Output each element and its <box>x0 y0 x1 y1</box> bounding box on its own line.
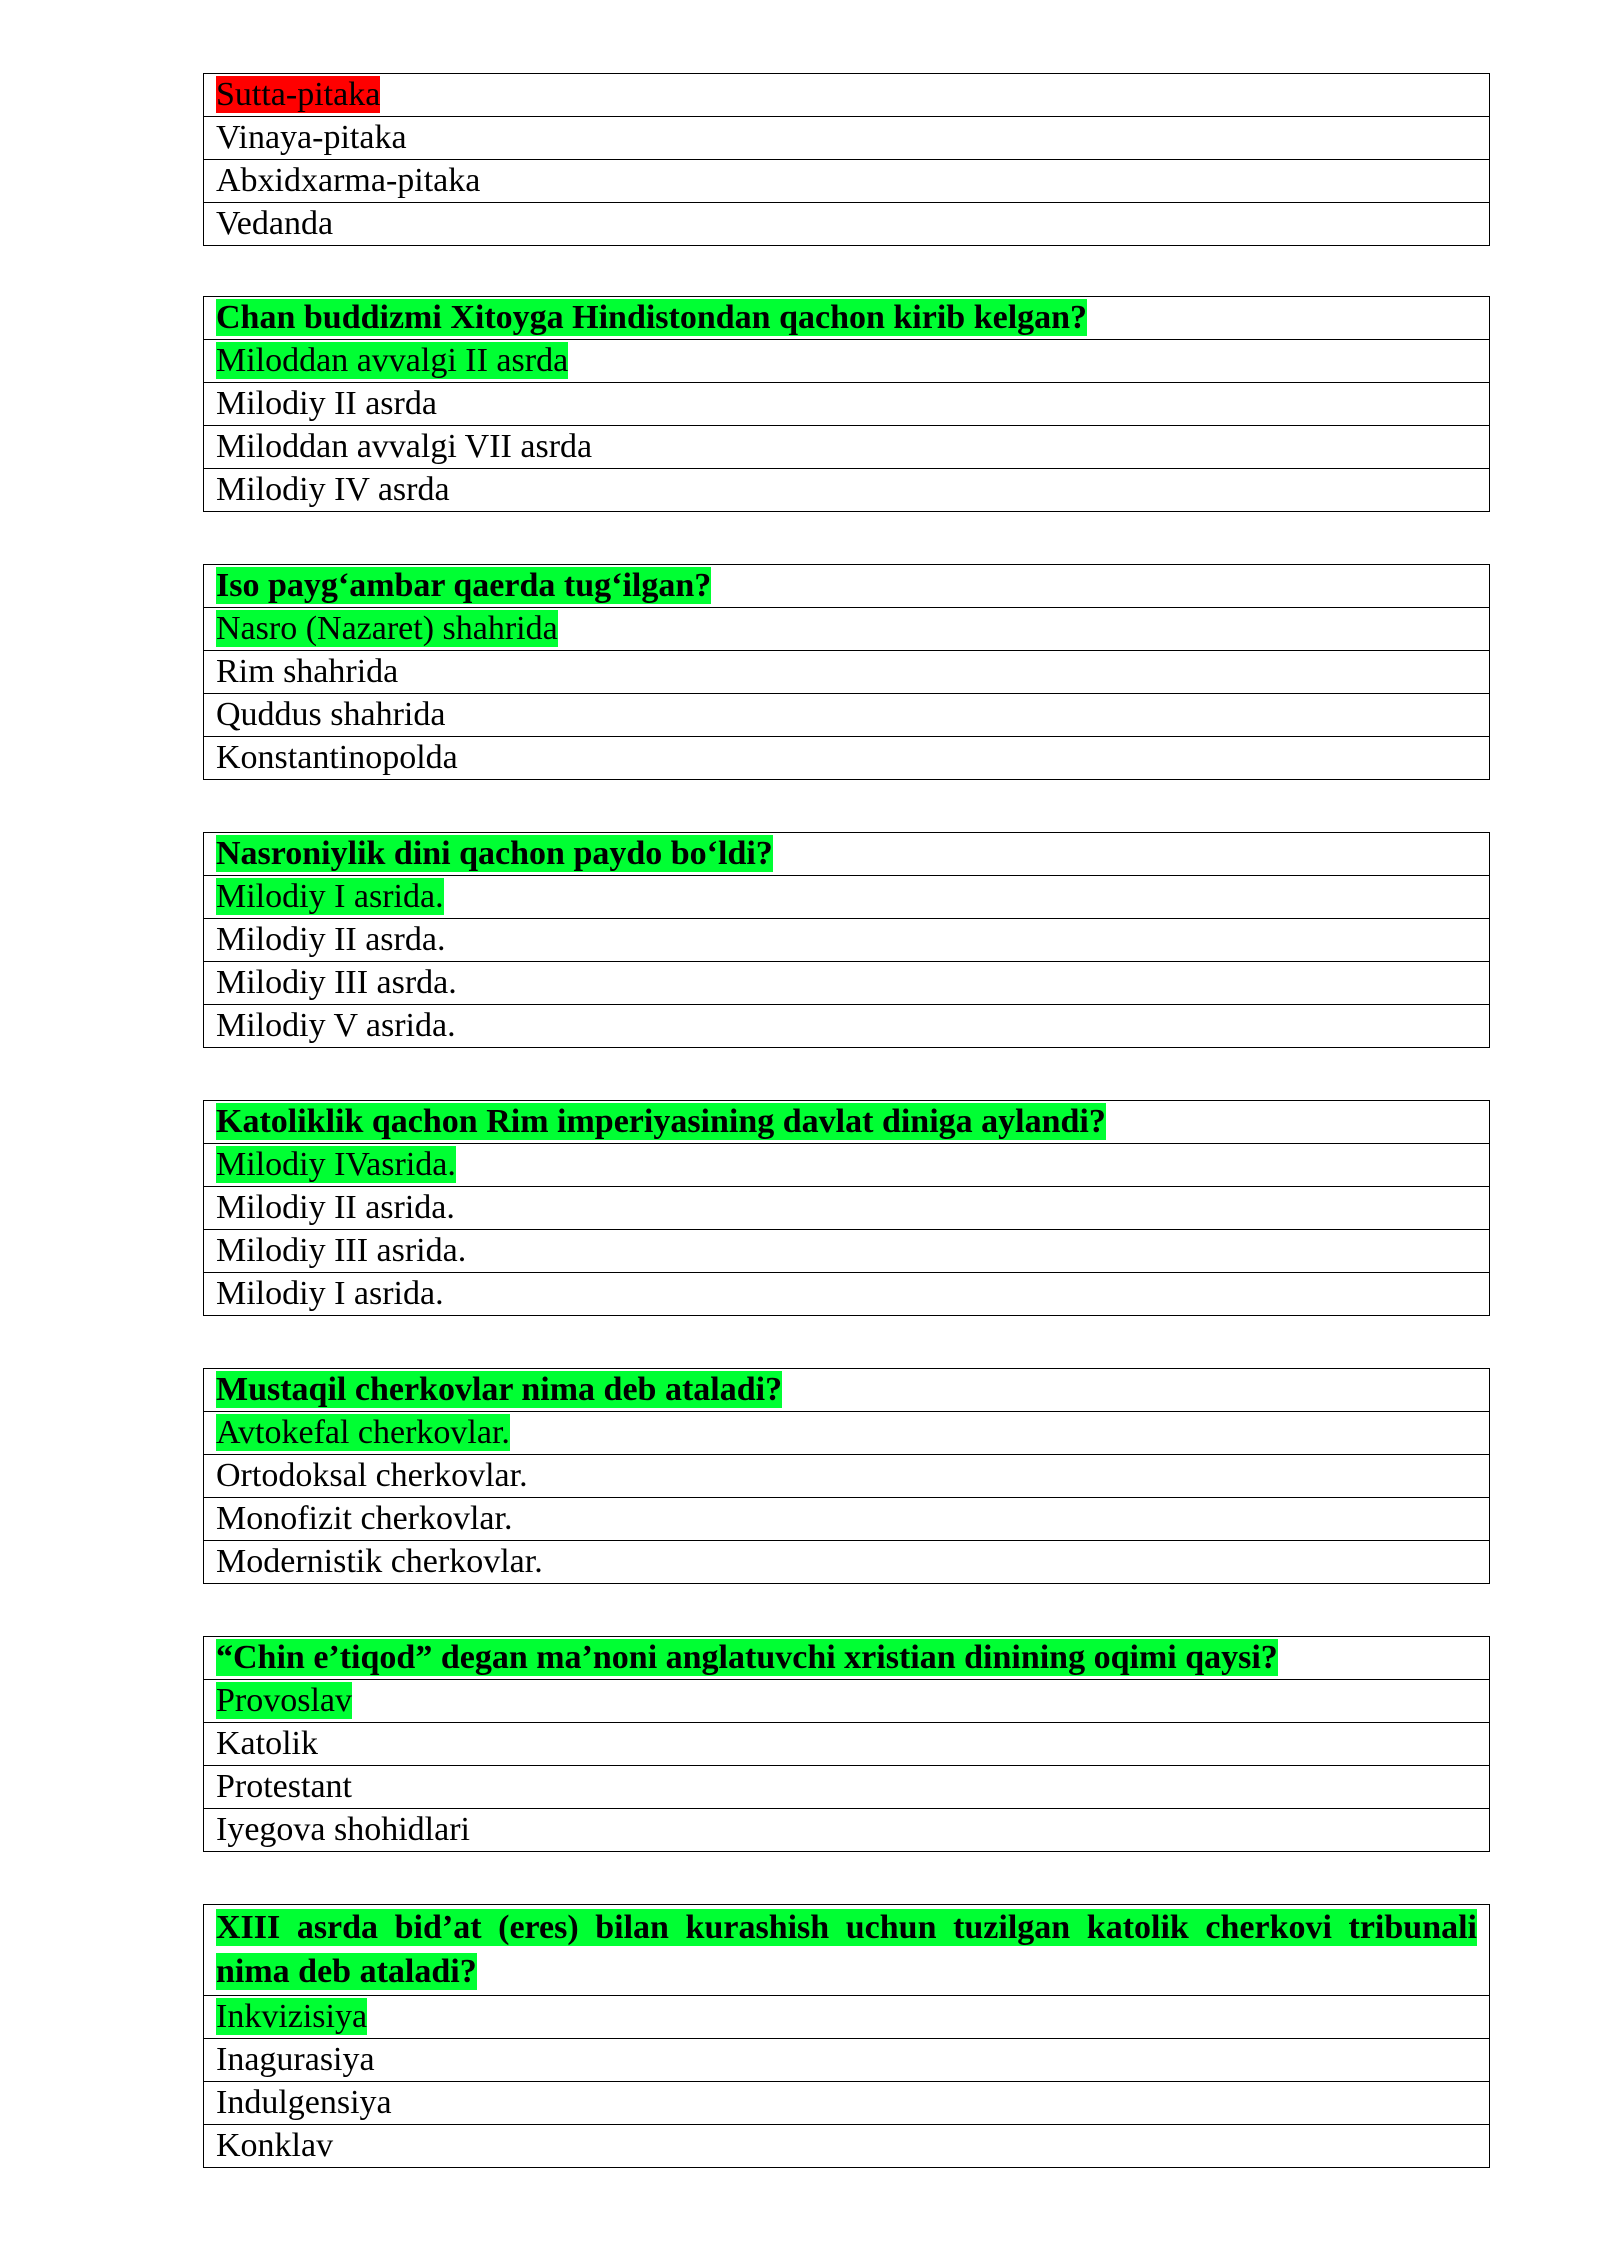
answer-cell: Modernistik cherkovlar. <box>204 1541 1490 1584</box>
answer-cell: Katolik <box>204 1723 1490 1766</box>
answer-row <box>204 1809 1490 1852</box>
answer-cell: Vedanda <box>204 203 1490 246</box>
answer-cell: Milodiy I asrida. <box>204 1273 1490 1316</box>
answer-row <box>204 1766 1490 1809</box>
marked-answer: Sutta-pitaka <box>216 76 381 113</box>
answer-row <box>204 469 1490 512</box>
answer-cell: Indulgensiya <box>204 2082 1490 2125</box>
question-table-3 <box>203 832 1490 1048</box>
answer-cell <box>204 1680 1490 1723</box>
question-row <box>204 1637 1490 1680</box>
question-row <box>204 1905 1490 1996</box>
answer-cell: Milodiy V asrida. <box>204 1005 1490 1048</box>
question-text: Katoliklik qachon Rim imperiyasining davlat diniga aylandi? <box>216 1103 1106 1140</box>
answer-cell: Vinaya-pitaka <box>204 117 1490 160</box>
correct-answer: Provoslav <box>216 1682 352 1719</box>
answer-row <box>204 1230 1490 1273</box>
answer-cell: Abxidxarma-pitaka <box>204 160 1490 203</box>
answer-table-0 <box>203 73 1490 246</box>
question-table-7 <box>203 1904 1490 2168</box>
question-row <box>204 833 1490 876</box>
answer-cell: Milodiy IV asrda <box>204 469 1490 512</box>
answer-cell <box>204 74 1490 117</box>
answer-row <box>204 1541 1490 1584</box>
correct-answer: Nasro (Nazaret) shahrida <box>216 610 558 647</box>
answer-row <box>204 2039 1490 2082</box>
answer-row <box>204 74 1490 117</box>
answer-row <box>204 1273 1490 1316</box>
question-row <box>204 1369 1490 1412</box>
answer-cell <box>204 1144 1490 1187</box>
answer-row <box>204 1187 1490 1230</box>
correct-answer: Inkvizisiya <box>216 1998 368 2035</box>
answer-cell: Protestant <box>204 1766 1490 1809</box>
answer-cell: Konklav <box>204 2125 1490 2168</box>
question-cell <box>204 1369 1490 1412</box>
answer-cell <box>204 1996 1490 2039</box>
answer-cell: Milodiy II asrida. <box>204 1187 1490 1230</box>
question-table-2 <box>203 564 1490 780</box>
answer-row <box>204 340 1490 383</box>
answer-row <box>204 1723 1490 1766</box>
question-table-6 <box>203 1636 1490 1852</box>
answer-cell <box>204 1412 1490 1455</box>
answer-cell: Milodiy III asrida. <box>204 1230 1490 1273</box>
answer-cell: Inagurasiya <box>204 2039 1490 2082</box>
answer-cell: Miloddan avvalgi VII asrda <box>204 426 1490 469</box>
question-cell <box>204 1101 1490 1144</box>
correct-answer: Milodiy I asrida. <box>216 878 444 915</box>
answer-row <box>204 160 1490 203</box>
answer-row <box>204 1412 1490 1455</box>
question-cell <box>204 1905 1490 1996</box>
answer-row <box>204 694 1490 737</box>
answer-row <box>204 1996 1490 2039</box>
question-text: XIII asrda bid’at (eres) bilan kurashish uchun tuzilgan katolik cherkovi tribunali nima deb ataladi? <box>216 1909 1477 1990</box>
answer-row <box>204 919 1490 962</box>
question-text: Nasroniylik dini qachon paydo bo‘ldi? <box>216 835 773 872</box>
answer-row <box>204 651 1490 694</box>
question-row <box>204 1101 1490 1144</box>
answer-row <box>204 1680 1490 1723</box>
question-text: Mustaqil cherkovlar nima deb ataladi? <box>216 1371 783 1408</box>
answer-cell: Rim shahrida <box>204 651 1490 694</box>
question-text: Iso payg‘ambar qaerda tug‘ilgan? <box>216 567 712 604</box>
answer-cell: Milodiy II asrda. <box>204 919 1490 962</box>
answer-cell <box>204 340 1490 383</box>
answer-cell: Milodiy III asrda. <box>204 962 1490 1005</box>
answer-cell <box>204 876 1490 919</box>
answer-row <box>204 2082 1490 2125</box>
answer-row <box>204 426 1490 469</box>
answer-row <box>204 383 1490 426</box>
answer-row <box>204 1005 1490 1048</box>
answer-row <box>204 2125 1490 2168</box>
question-row <box>204 565 1490 608</box>
answer-row <box>204 1498 1490 1541</box>
correct-answer: Avtokefal cherkovlar. <box>216 1414 510 1451</box>
answer-row <box>204 876 1490 919</box>
answer-cell: Ortodoksal cherkovlar. <box>204 1455 1490 1498</box>
question-table-5 <box>203 1368 1490 1584</box>
question-table-1 <box>203 296 1490 512</box>
answer-row <box>204 1144 1490 1187</box>
question-text: Chan buddizmi Xitoyga Hindistondan qachon kirib kelgan? <box>216 299 1088 336</box>
question-text: “Chin e’tiqod” degan ma’noni anglatuvchi xristian dinining oqimi qaysi? <box>216 1639 1278 1676</box>
question-row <box>204 297 1490 340</box>
answer-cell: Iyegova shohidlari <box>204 1809 1490 1852</box>
answer-cell: Milodiy II asrda <box>204 383 1490 426</box>
answer-cell: Monofizit cherkovlar. <box>204 1498 1490 1541</box>
answer-row <box>204 608 1490 651</box>
answer-row <box>204 1455 1490 1498</box>
question-cell <box>204 833 1490 876</box>
answer-row <box>204 962 1490 1005</box>
answer-cell: Konstantinopolda <box>204 737 1490 780</box>
answer-cell: Quddus shahrida <box>204 694 1490 737</box>
answer-row <box>204 203 1490 246</box>
question-table-4 <box>203 1100 1490 1316</box>
correct-answer: Milodiy IVasrida. <box>216 1146 456 1183</box>
question-cell <box>204 297 1490 340</box>
correct-answer: Miloddan avvalgi II asrda <box>216 342 569 379</box>
answer-row <box>204 117 1490 160</box>
question-cell <box>204 565 1490 608</box>
answer-row <box>204 737 1490 780</box>
answer-cell <box>204 608 1490 651</box>
question-cell <box>204 1637 1490 1680</box>
